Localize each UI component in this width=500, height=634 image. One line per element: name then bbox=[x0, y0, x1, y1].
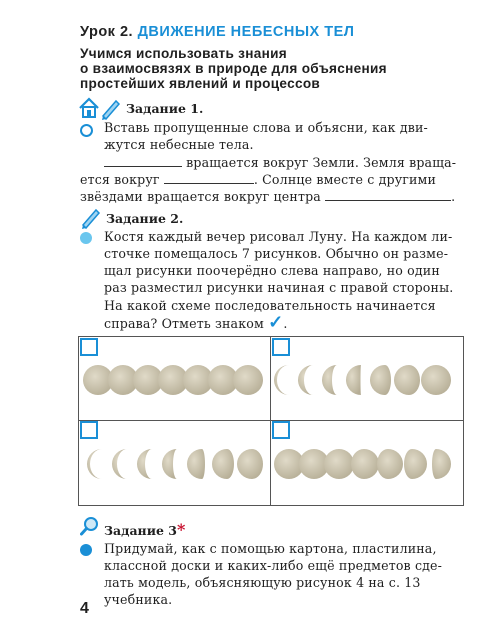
text-fragment: справа? Отметь знаком bbox=[104, 316, 264, 331]
text-line: лать модель, объясняющую рисунок 4 на с. 13 bbox=[104, 575, 421, 590]
task3-title bbox=[104, 520, 185, 539]
goal-line: Учимся использовать знания bbox=[80, 46, 288, 61]
text-line: классной доски и каких-либо ещё предметов сде- bbox=[104, 558, 443, 573]
text-line: щал рисунки поочерёдно слева направо, но один bbox=[104, 263, 440, 278]
text-line: На какой схеме последовательность начинается bbox=[104, 298, 436, 313]
task3-title-text: Задание 3 bbox=[104, 523, 177, 538]
text-line: раз разместил рисунки начиная с правой стороны. bbox=[104, 280, 454, 295]
lesson-number: Урок 2. bbox=[80, 24, 134, 40]
goal-line: о взаимосвязях в природе для объяснения bbox=[80, 61, 387, 76]
house-icon bbox=[80, 99, 98, 117]
text-fragment: . bbox=[283, 316, 288, 331]
difficulty-star: * bbox=[176, 520, 186, 539]
text-fragment: вращается вокруг Земли. Земля враща- bbox=[186, 155, 457, 170]
answer-blank[interactable] bbox=[325, 188, 451, 201]
checkmark-icon: ✓ bbox=[268, 312, 284, 333]
task-bullet bbox=[80, 232, 92, 244]
scheme-2-moons bbox=[274, 365, 451, 395]
task1-instruction bbox=[104, 119, 428, 153]
text-fragment: . bbox=[451, 189, 456, 204]
text-line: Костя каждый вечер рисовал Луну. На каждом ли- bbox=[104, 229, 453, 244]
text-line: Вставь пропущенные слова и объясни, как дви- bbox=[104, 120, 428, 135]
text-fragment: звёздами вращается вокруг центра bbox=[80, 189, 321, 204]
text-line: учебника. bbox=[104, 592, 173, 607]
task1-title: Задание 1. bbox=[126, 101, 204, 116]
task1-fill-text bbox=[80, 154, 456, 205]
answer-blank[interactable] bbox=[164, 171, 254, 184]
task2-question bbox=[104, 297, 436, 332]
scheme-1-moons bbox=[83, 365, 263, 395]
text-line: Придумай, как с помощью картона, пластилина, bbox=[104, 541, 437, 556]
text-fragment: . Солнце вместе с другими bbox=[253, 172, 437, 187]
moon-phases-drawing bbox=[78, 336, 464, 506]
lesson-title: ДВИЖЕНИЕ НЕБЕСНЫХ ТЕЛ bbox=[137, 24, 355, 40]
task3-text bbox=[104, 540, 442, 608]
task2-title: Задание 2. bbox=[106, 211, 184, 226]
task-bullet bbox=[80, 124, 93, 137]
lesson-heading bbox=[80, 24, 354, 40]
text-fragment: ется вокруг bbox=[80, 172, 160, 187]
goal-line: простейших явлений и процессов bbox=[80, 76, 321, 91]
page-number: 4 bbox=[80, 600, 89, 617]
task2-text bbox=[104, 228, 453, 296]
scheme-3-moons bbox=[87, 449, 263, 479]
pencil-icon bbox=[80, 206, 102, 230]
lesson-goal bbox=[80, 46, 387, 91]
text-line: сточке помещалось 7 рисунков. Обычно он разме- bbox=[104, 246, 449, 261]
text-line: жутся небесные тела. bbox=[104, 137, 254, 152]
scheme-4-moons bbox=[274, 449, 451, 479]
pencil-icon bbox=[102, 101, 119, 120]
house-pencil-icons bbox=[78, 96, 120, 120]
answer-blank[interactable] bbox=[104, 154, 182, 167]
magnifier-icon bbox=[80, 516, 100, 536]
task-bullet bbox=[80, 544, 92, 556]
